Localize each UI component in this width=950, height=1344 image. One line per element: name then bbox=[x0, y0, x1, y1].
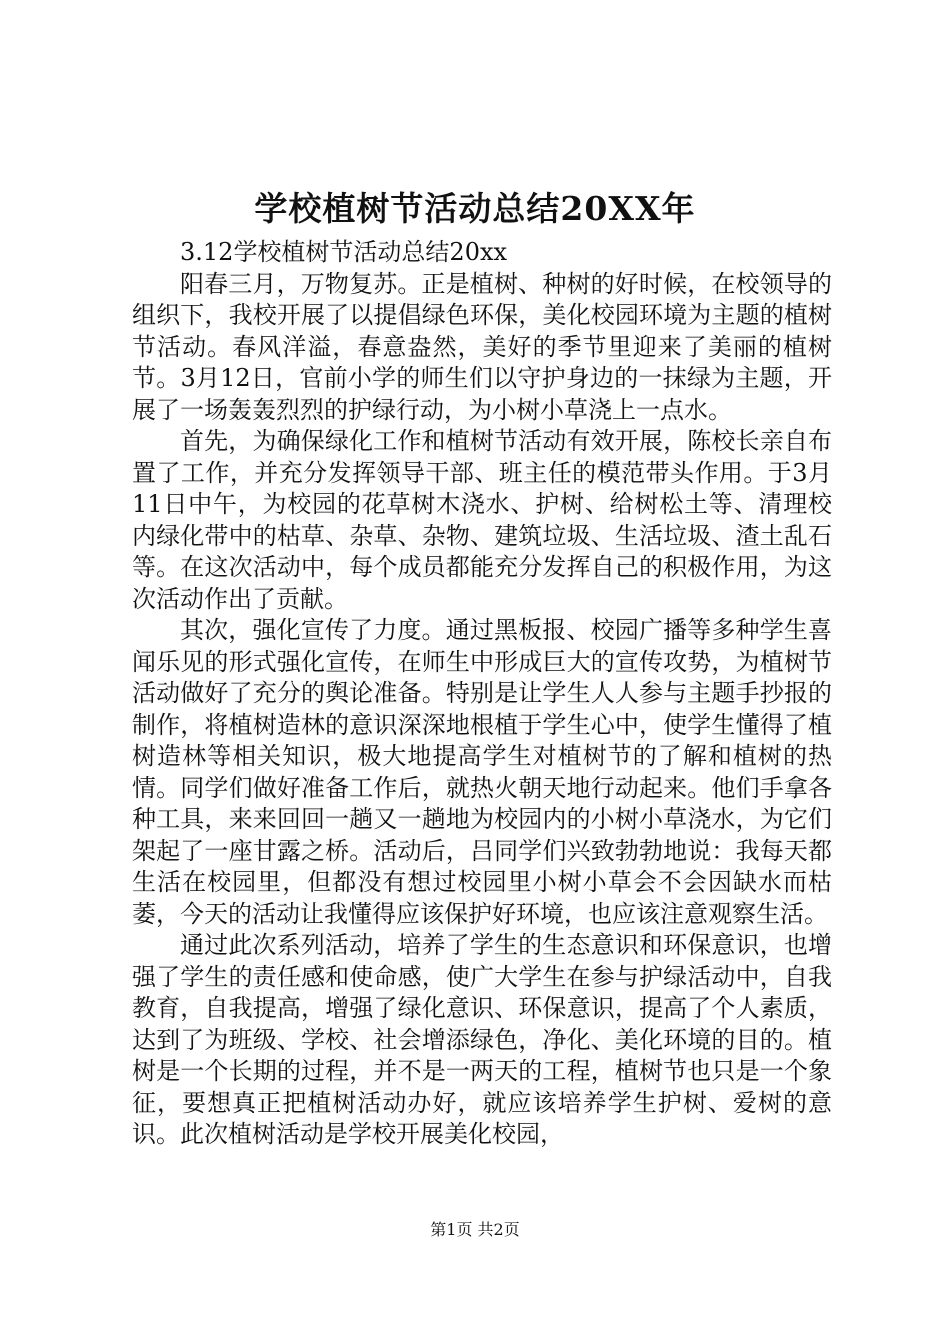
subtitle-paragraph: 3.12学校植树节活动总结20xx bbox=[180, 238, 508, 266]
document-title: 学校植树节活动总结20XX年 bbox=[254, 189, 696, 228]
body-paragraph: 首先，为确保绿化工作和植树节活动有效开展，陈校长亲自布置了工作，并充分发挥领导干部、班主任的模范带头作用。于3月11日中午，为校园的花草树木浇水、护树、给树松土等、清理校内绿化带中的枯草、杂草、杂物、建筑垃圾、生活垃圾、渣土乱石等。在这次活动中，每个成员都能充分发挥自己的积极作用，为这次活动作出了贡献。 bbox=[132, 427, 832, 613]
body-paragraph: 通过此次系列活动，培养了学生的生态意识和环保意识，也增强了学生的责任感和使命感，使广大学生在参与护绿活动中，自我教育，自我提高，增强了绿化意识、环保意识，提高了个人素质，达到了为班级、学校、社会增添绿色，净化、美化环境的目的。植树是一个长期的过程，并不是一两天的工程，植树节也只是一个象征，要想真正把植树活动办好，就应该培养学生护树、爱树的意识。此次植树活动是学校开展美化校园， bbox=[132, 931, 832, 1148]
document-body bbox=[132, 237, 832, 1151]
body-paragraph: 其次，强化宣传了力度。通过黑板报、校园广播等多种学生喜闻乐见的形式强化宣传，在师生中形成巨大的宣传攻势，为植树节活动做好了充分的舆论准备。特别是让学生人人参与主题手抄报的制作，将植树造林的意识深深地根植于学生心中，使学生懂得了植树造林等相关知识，极大地提高学生对植树节的了解和植树的热情。同学们做好准备工作后，就热火朝天地行动起来。他们手拿各种工具，来来回回一趟又一趟地为校园内的小树小草浇水，为它们架起了一座甘露之桥。活动后，吕同学们兴致勃勃地说：我每天都生活在校园里，但都没有想过校园里小树小草会不会因缺水而枯萎，今天的活动让我懂得应该保护好环境，也应该注意观察生活。 bbox=[132, 616, 832, 928]
body-paragraph: 阳春三月，万物复苏。正是植树、种树的好时候，在校领导的组织下，我校开展了以提倡绿色环保，美化校园环境为主题的植树节活动。春风洋溢，春意盎然，美好的季节里迎来了美丽的植树节。3月12日，官前小学的师生们以守护身边的一抹绿为主题，开展了一场轰轰烈烈的护绿行动，为小树小草浇上一点水。 bbox=[132, 269, 832, 424]
page-number-footer: 第1页 共2页 bbox=[430, 1220, 520, 1239]
